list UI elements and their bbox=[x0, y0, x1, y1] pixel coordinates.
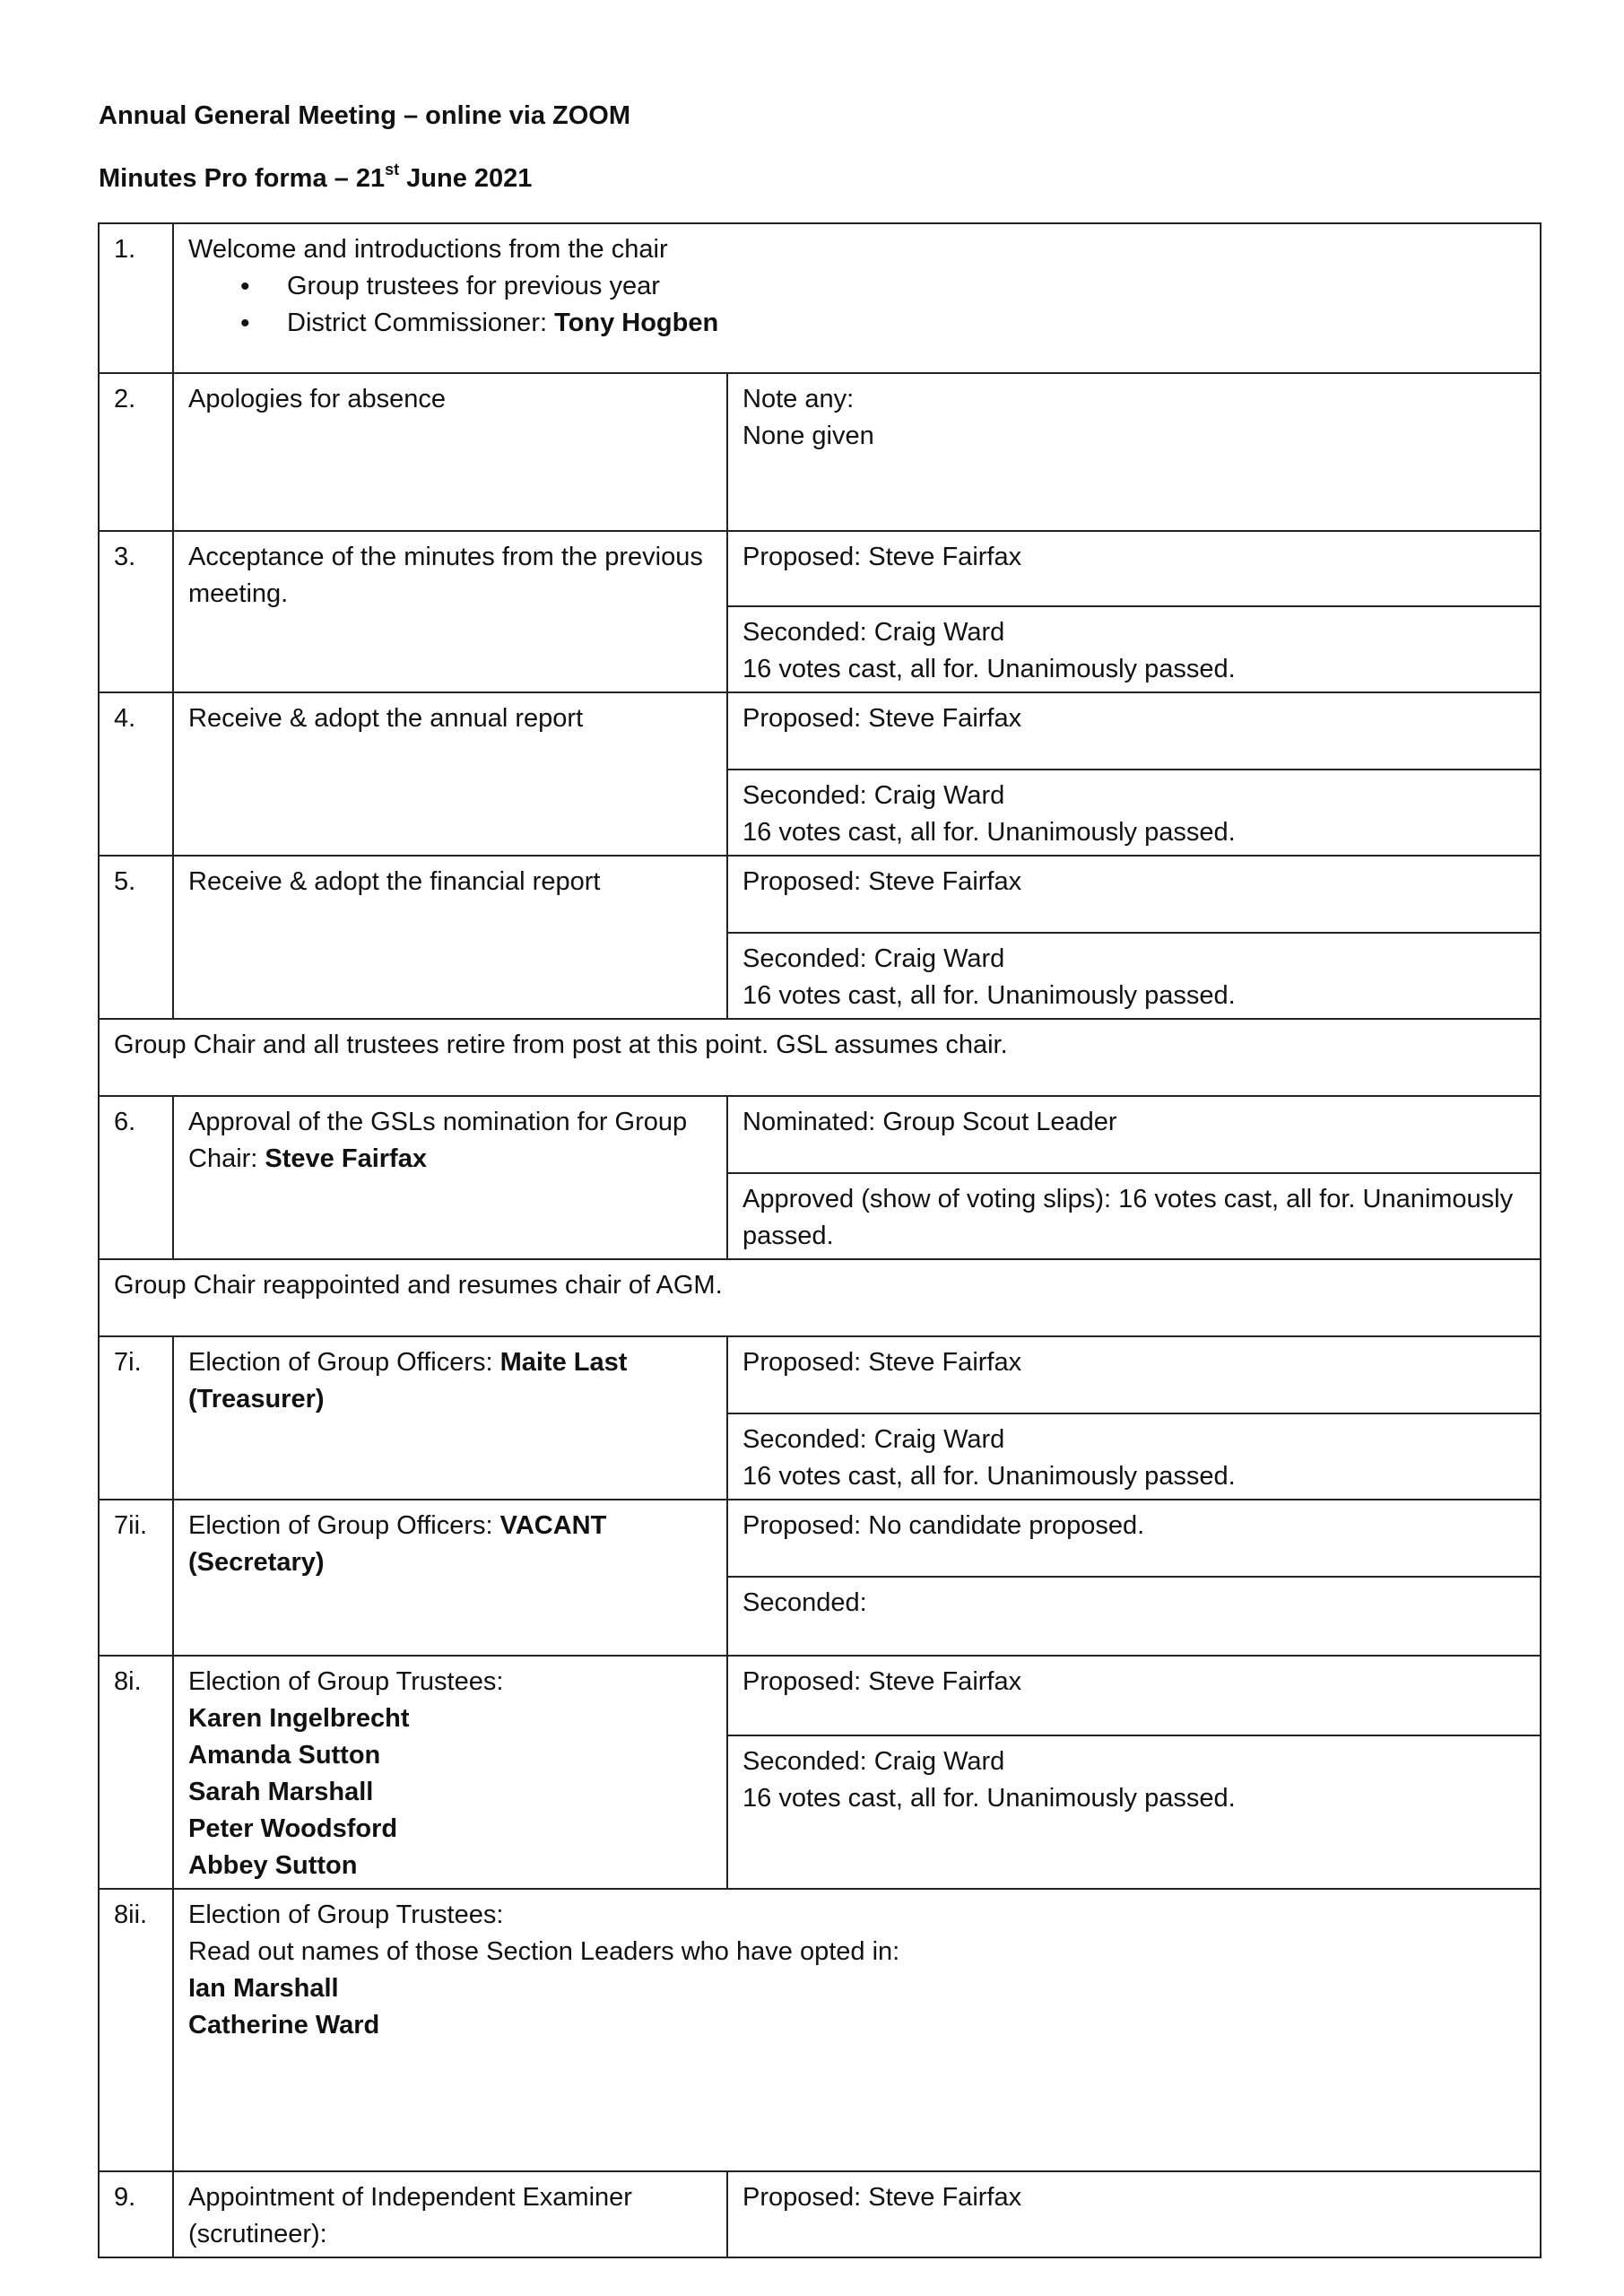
approved-cell: Approved (show of voting slips): 16 votes cast, all for. Unanimously passed. bbox=[727, 1173, 1541, 1259]
vote-result: 16 votes cast, all for. Unanimously passed. bbox=[743, 655, 1236, 683]
officer-name: Maite Last (Treasurer) bbox=[188, 1348, 628, 1413]
agenda-row-4 bbox=[99, 692, 1541, 770]
minutes-table bbox=[98, 222, 1541, 2258]
agenda-row-8ii bbox=[99, 1889, 1541, 2171]
note-value: None given bbox=[743, 422, 874, 450]
seconded-text: Seconded: Craig Ward bbox=[743, 944, 1005, 973]
trustee-name: Amanda Sutton bbox=[188, 1741, 381, 1770]
seconded-text: Seconded: Craig Ward bbox=[743, 1747, 1005, 1777]
seconded-cell: Seconded: bbox=[727, 1577, 1541, 1656]
item-number: 7i. bbox=[99, 1336, 173, 1500]
procedure-note: Group Chair reappointed and resumes chair of AGM. bbox=[99, 1259, 1541, 1336]
item-text: Read out names of those Section Leaders who have opted in: bbox=[188, 1937, 900, 1966]
vote-result: 16 votes cast, all for. Unanimously passed. bbox=[743, 981, 1236, 1010]
item-notes bbox=[727, 373, 1541, 531]
bullet-list bbox=[188, 268, 1527, 342]
nominated-cell: Nominated: Group Scout Leader bbox=[727, 1096, 1541, 1173]
vote-result: 16 votes cast, all for. Unanimously passed. bbox=[743, 1784, 1236, 1813]
note-row-retire bbox=[99, 1019, 1541, 1096]
note-label: Note any: bbox=[743, 385, 855, 413]
seconded-text: Seconded: Craig Ward bbox=[743, 618, 1005, 647]
item-number: 4. bbox=[99, 692, 173, 856]
note-row-reappoint bbox=[99, 1259, 1541, 1336]
item-number: 6. bbox=[99, 1096, 173, 1259]
item-description: Receive & adopt the annual report bbox=[173, 692, 727, 856]
item-text: Election of Group Trustees: bbox=[188, 1667, 504, 1696]
document-title: Annual General Meeting – online via ZOOM bbox=[99, 101, 630, 130]
vote-result: 16 votes cast, all for. Unanimously passed. bbox=[743, 818, 1236, 847]
seconded-cell bbox=[727, 770, 1541, 856]
subtitle-prefix: Minutes Pro forma – 21 bbox=[99, 164, 386, 193]
item-number: 9. bbox=[99, 2171, 173, 2257]
proposed-cell: Proposed: Steve Fairfax bbox=[727, 531, 1541, 606]
seconded-cell bbox=[727, 1735, 1541, 1889]
agenda-row-5 bbox=[99, 856, 1541, 933]
seconded-cell bbox=[727, 1413, 1541, 1500]
agenda-row-7i bbox=[99, 1336, 1541, 1413]
item-number: 8i. bbox=[99, 1656, 173, 1889]
item-description bbox=[173, 1500, 727, 1656]
agenda-row-7ii bbox=[99, 1500, 1541, 1577]
item-description: Appointment of Independent Examiner (scrutineer): bbox=[173, 2171, 727, 2257]
item-number: 3. bbox=[99, 531, 173, 692]
section-leader-name: Ian Marshall bbox=[188, 1974, 339, 2003]
agenda-row-6 bbox=[99, 1096, 1541, 1173]
item-description: Apologies for absence bbox=[173, 373, 727, 531]
trustee-name: Karen Ingelbrecht bbox=[188, 1704, 410, 1733]
seconded-cell bbox=[727, 606, 1541, 692]
bullet-item: • Group trustees for previous year bbox=[287, 268, 1527, 305]
agenda-row-3 bbox=[99, 531, 1541, 606]
proposed-cell: Proposed: Steve Fairfax bbox=[727, 692, 1541, 770]
item-text: Election of Group Officers: bbox=[188, 1348, 500, 1377]
agenda-row-1 bbox=[99, 223, 1541, 373]
agenda-row-2 bbox=[99, 373, 1541, 531]
item-description: Acceptance of the minutes from the previous meeting. bbox=[173, 531, 727, 692]
commissioner-name: Tony Hogben bbox=[554, 309, 719, 337]
item-number: 5. bbox=[99, 856, 173, 1019]
item-description bbox=[173, 1656, 727, 1889]
item-number: 1. bbox=[99, 223, 173, 373]
nominee-name: Steve Fairfax bbox=[265, 1144, 427, 1173]
item-number: 2. bbox=[99, 373, 173, 531]
subtitle-suffix: June 2021 bbox=[399, 164, 533, 193]
agenda-row-8i bbox=[99, 1656, 1541, 1735]
trustee-name: Peter Woodsford bbox=[188, 1814, 398, 1843]
section-leader-name: Catherine Ward bbox=[188, 2011, 380, 2039]
proposed-cell: Proposed: Steve Fairfax bbox=[727, 1336, 1541, 1413]
item-description bbox=[173, 223, 1541, 373]
item-description bbox=[173, 1336, 727, 1500]
item-text: Approval of the GSLs nomination for Group Chair: bbox=[188, 1108, 688, 1173]
item-text: Welcome and introductions from the chair bbox=[188, 235, 668, 264]
item-description: Receive & adopt the financial report bbox=[173, 856, 727, 1019]
officer-name: VACANT (Secretary) bbox=[188, 1511, 607, 1577]
item-number: 8ii. bbox=[99, 1889, 173, 2171]
bullet-text: District Commissioner: bbox=[287, 309, 555, 337]
item-description bbox=[173, 1096, 727, 1259]
proposed-cell: Proposed: Steve Fairfax bbox=[727, 1656, 1541, 1735]
seconded-text: Seconded: Craig Ward bbox=[743, 781, 1005, 810]
item-text: Election of Group Trustees: bbox=[188, 1900, 504, 1929]
item-text: Election of Group Officers: bbox=[188, 1511, 500, 1540]
item-description bbox=[173, 1889, 1541, 2171]
seconded-cell bbox=[727, 933, 1541, 1019]
proposed-cell: Proposed: No candidate proposed. bbox=[727, 1500, 1541, 1577]
trustee-name: Sarah Marshall bbox=[188, 1778, 374, 1806]
trustee-name: Abbey Sutton bbox=[188, 1851, 358, 1880]
vote-result: 16 votes cast, all for. Unanimously passed. bbox=[743, 1462, 1236, 1491]
proposed-cell: Proposed: Steve Fairfax bbox=[727, 2171, 1541, 2257]
agenda-row-9 bbox=[99, 2171, 1541, 2257]
subtitle-ordinal: st bbox=[385, 161, 400, 179]
bullet-item bbox=[287, 305, 1527, 342]
proposed-cell: Proposed: Steve Fairfax bbox=[727, 856, 1541, 933]
document-subtitle bbox=[99, 161, 533, 194]
procedure-note: Group Chair and all trustees retire from post at this point. GSL assumes chair. bbox=[99, 1019, 1541, 1096]
item-number: 7ii. bbox=[99, 1500, 173, 1656]
seconded-text: Seconded: Craig Ward bbox=[743, 1425, 1005, 1454]
